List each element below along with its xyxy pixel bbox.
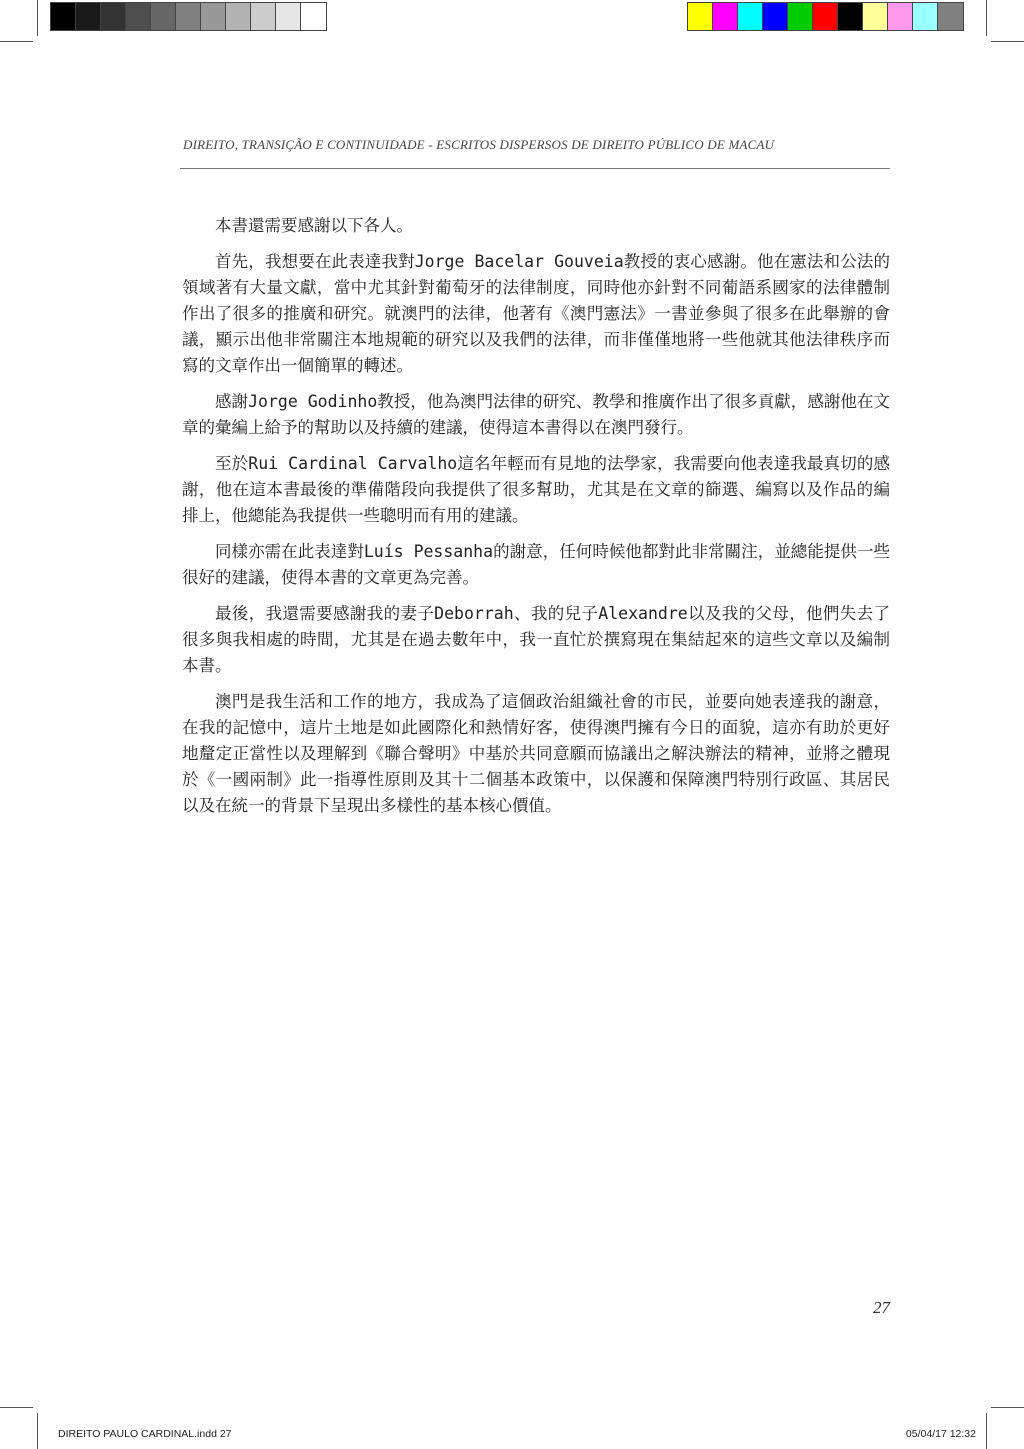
gray-scale-bar — [50, 2, 327, 31]
color-swatch — [201, 3, 226, 30]
color-swatch — [763, 3, 788, 30]
paragraph: 感謝Jorge Godinho教授，他為澳門法律的研究、教學和推廣作出了很多貢獻，感謝他在文章的彙編上給予的幫助以及持續的建議，使得這本書得以在澳門發行。 — [182, 392, 890, 437]
color-swatch — [76, 3, 101, 30]
color-swatch — [101, 3, 126, 30]
color-swatch — [301, 3, 326, 30]
color-swatch — [838, 3, 863, 30]
crop-mark — [991, 1407, 1024, 1408]
crop-mark — [991, 41, 1024, 42]
paragraph: 同樣亦需在此表達對Luís Pessanha的謝意，任何時候他都對此非常關注，並總能提供一些很好的建議，使得本書的文章更為完善。 — [182, 542, 890, 587]
color-swatch — [226, 3, 251, 30]
paragraph: 最後，我還需要感謝我的妻子Deborrah、我的兒子Alexandre以及我的父母，他們失去了很多與我相處的時間，尤其是在過去數年中，我一直忙於撰寫現在集結起來的這些文章以及編制本書。 — [182, 604, 890, 675]
color-swatch — [251, 3, 276, 30]
crop-mark — [986, 0, 987, 36]
slug-file-name: DIREITO PAULO CARDINAL.indd 27 — [58, 1428, 232, 1440]
color-swatch — [176, 3, 201, 30]
color-swatch — [151, 3, 176, 30]
crop-mark — [986, 1413, 987, 1449]
color-swatch — [51, 3, 76, 30]
color-swatch — [938, 3, 963, 30]
color-swatch — [738, 3, 763, 30]
crop-mark — [0, 41, 33, 42]
color-swatch — [913, 3, 938, 30]
paragraph: 本書還需要感謝以下各人。 — [215, 216, 413, 235]
crop-mark — [37, 1413, 38, 1449]
page-number: 27 — [873, 1298, 890, 1317]
running-header: DIREITO, TRANSIÇÃO E CONTINUIDADE - ESCRITOS DISPERSOS DE DIREITO PÚBLICO DE MACAU — [183, 137, 775, 152]
body-text — [182, 213, 890, 829]
paragraph: 首先，我想要在此表達我對Jorge Bacelar Gouveia教授的衷心感謝。他在憲法和公法的領域著有大量文獻，當中尤其針對葡萄牙的法律制度，同時他亦針對不同葡語系國家的法律體制作出了很多的推廣和研究。就澳門的法律，他著有《澳門憲法》一書並參與了很多在此舉辦的會議，顯示出他非常關注本地規範的研究以及我們的法律，而非僅僅地將一些他就其他法律秩序而寫的文章作出一個簡單的轉述。 — [182, 252, 890, 375]
color-swatch — [688, 3, 713, 30]
color-swatch — [863, 3, 888, 30]
crop-mark — [0, 1407, 33, 1408]
color-swatch — [888, 3, 913, 30]
color-swatch — [788, 3, 813, 30]
color-control-bar — [687, 2, 964, 31]
header-rule — [180, 168, 890, 169]
paragraph: 至於Rui Cardinal Carvalho這名年輕而有見地的法學家，我需要向他表達我最真切的感謝，他在這本書最後的準備階段向我提供了很多幫助，尤其是在文章的篩選、編寫以及作品的編排上，他總能為我提供一些聰明而有用的建議。 — [182, 454, 890, 525]
slug-timestamp: 05/04/17 12:32 — [905, 1428, 976, 1440]
color-swatch — [276, 3, 301, 30]
crop-mark — [37, 0, 38, 36]
color-swatch — [713, 3, 738, 30]
paragraph: 澳門是我生活和工作的地方，我成為了這個政治組織社會的市民，並要向她表達我的謝意，在我的記憶中，這片土地是如此國際化和熱情好客，使得澳門擁有今日的面貌，這亦有助於更好地釐定正當性以及理解到《聯合聲明》中基於共同意願而協議出之解決辦法的精神，並將之體現於《一國兩制》此一指導性原則及其十二個基本政策中，以保護和保障澳門特別行政區、其居民以及在統一的背景下呈現出多樣性的基本核心價值。 — [182, 692, 890, 815]
color-swatch — [813, 3, 838, 30]
color-swatch — [126, 3, 151, 30]
